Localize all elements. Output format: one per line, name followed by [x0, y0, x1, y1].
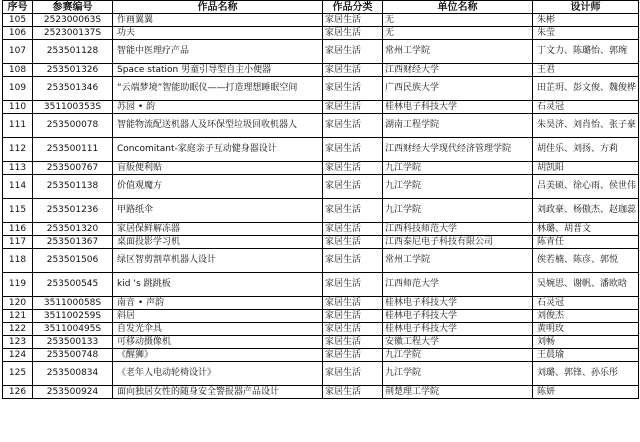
row-number-text: 116 — [8, 223, 27, 234]
cell-unit-name — [383, 310, 533, 323]
cell-category — [323, 27, 383, 40]
unit-name-text: 广西民族大学 — [385, 83, 440, 93]
cell-row-number — [3, 77, 33, 101]
category-text: 家居生活 — [325, 223, 362, 234]
work-name-text: 面向独居女性的随身安全警报器产品设计 — [117, 386, 280, 397]
cell-designer — [533, 101, 639, 114]
cell-entry-id — [33, 323, 113, 336]
cell-unit-name — [383, 175, 533, 199]
cell-designer — [533, 323, 639, 336]
cell-category — [323, 249, 383, 273]
category-text: 家居生活 — [325, 27, 362, 38]
work-name-text: kid ‘s 跳跳板 — [117, 279, 171, 289]
cell-entry-id — [33, 27, 113, 40]
cell-row-number — [3, 236, 33, 249]
designer-text: 丁文力、陈璐怡、郭琬 — [537, 46, 628, 56]
cell-category — [323, 223, 383, 236]
entry-id-text: 253501346 — [46, 83, 99, 93]
unit-name-text: 桂林电子科技大学 — [385, 297, 458, 308]
cell-row-number — [3, 114, 33, 138]
cell-row-number — [3, 175, 33, 199]
entry-id-text: 253501128 — [46, 46, 99, 56]
entry-id-text: 253500545 — [46, 279, 99, 289]
entry-id-text: 351100353S — [43, 101, 102, 112]
unit-name-text: 无 — [385, 14, 395, 25]
category-text: 家居生活 — [325, 64, 362, 75]
row-number-text: 115 — [8, 205, 27, 215]
row-number-text: 123 — [8, 336, 27, 347]
designer-text: 王晨瑜 — [537, 349, 565, 360]
cell-designer — [533, 386, 639, 399]
designer-text: 吕美硕、徐心雨、侯世伟 — [537, 181, 637, 191]
cell-row-number — [3, 249, 33, 273]
cell-row-number — [3, 101, 33, 114]
designer-text: 陈青任 — [537, 236, 565, 247]
unit-name-text: 九江学院 — [385, 181, 422, 191]
cell-category — [323, 310, 383, 323]
cell-unit-name — [383, 236, 533, 249]
cell-work-name — [113, 236, 323, 249]
row-number-text: 119 — [8, 279, 27, 289]
cell-entry-id — [33, 175, 113, 199]
row-number-text: 107 — [8, 46, 27, 56]
cell-unit-name — [383, 14, 533, 27]
cell-work-name — [113, 40, 323, 64]
designer-text: 黄明玫 — [537, 323, 565, 334]
cell-designer — [533, 297, 639, 310]
cell-work-name — [113, 349, 323, 362]
cell-row-number — [3, 273, 33, 297]
cell-designer — [533, 77, 639, 101]
cell-entry-id — [33, 223, 113, 236]
cell-row-number — [3, 40, 33, 64]
cell-unit-name — [383, 40, 533, 64]
cell-entry-id — [33, 40, 113, 64]
row-number-text: 121 — [8, 310, 27, 321]
designer-text: 胡佳乐、刘扬、方莉 — [537, 144, 619, 154]
work-name-text: 作画翼翼 — [117, 14, 154, 25]
row-number-text: 114 — [8, 181, 27, 191]
row-number-text: 126 — [8, 386, 27, 397]
work-name-text: 苏园 • 韵 — [117, 101, 156, 112]
designer-text: 朱莹 — [537, 27, 556, 38]
work-name-text: 功夫 — [117, 27, 136, 38]
cell-category — [323, 77, 383, 101]
cell-work-name — [113, 114, 323, 138]
designer-text: 刘俊杰 — [537, 310, 565, 321]
cell-category — [323, 362, 383, 386]
table-row — [3, 77, 639, 101]
cell-designer — [533, 14, 639, 27]
cell-designer — [533, 162, 639, 175]
cell-entry-id — [33, 386, 113, 399]
unit-name-text: 安徽工程大学 — [385, 336, 440, 347]
table-row — [3, 386, 639, 399]
cell-unit-name — [383, 336, 533, 349]
cell-designer — [533, 310, 639, 323]
cell-entry-id — [33, 14, 113, 27]
category-text: 家居生活 — [325, 162, 362, 173]
entries-table — [2, 0, 639, 399]
unit-name-text: 常州工学院 — [385, 46, 431, 56]
row-number-text: 110 — [8, 101, 27, 112]
unit-name-text: 桂林电子科技大学 — [385, 323, 458, 334]
category-text: 家居生活 — [325, 310, 362, 321]
table-row — [3, 14, 639, 27]
work-name-text: 自发光伞具 — [117, 323, 163, 334]
cell-row-number — [3, 297, 33, 310]
cell-designer — [533, 199, 639, 223]
work-name-text: 盲版便利贴 — [117, 162, 163, 173]
cell-row-number — [3, 323, 33, 336]
entry-id-text: 253501506 — [46, 255, 99, 265]
row-number-text: 125 — [8, 368, 27, 378]
cell-work-name — [113, 138, 323, 162]
cell-row-number — [3, 162, 33, 175]
category-text: 家居生活 — [325, 386, 362, 397]
cell-entry-id — [33, 297, 113, 310]
category-text: 家居生活 — [325, 349, 362, 360]
table-row — [3, 114, 639, 138]
entry-id-text: 351100259S — [43, 310, 102, 321]
row-number-text: 108 — [8, 64, 27, 75]
table-row — [3, 297, 639, 310]
designer-text: 刘政豪、杨傲杰、赵珈蕊 — [537, 205, 637, 215]
cell-entry-id — [33, 138, 113, 162]
cell-category — [323, 175, 383, 199]
cell-category — [323, 64, 383, 77]
unit-name-text: 江西师范大学 — [385, 279, 440, 289]
category-text: 家居生活 — [325, 144, 362, 154]
cell-entry-id — [33, 101, 113, 114]
category-text: 家居生活 — [325, 368, 362, 378]
table-row — [3, 362, 639, 386]
cell-category — [323, 162, 383, 175]
designer-text: 田芷玥、彭文俊、魏俊桦 — [537, 83, 637, 93]
cell-work-name — [113, 336, 323, 349]
cell-work-name — [113, 27, 323, 40]
cell-work-name — [113, 323, 323, 336]
designer-text: 刘璐、郭锋、孙乐彤 — [537, 368, 619, 378]
work-name-text: 可移动摄像机 — [117, 336, 172, 347]
category-text: 家居生活 — [325, 297, 362, 308]
cell-row-number — [3, 138, 33, 162]
unit-name-text: 江西财经大学现代经济管理学院 — [385, 144, 512, 154]
header-no: 序号 — [3, 1, 33, 14]
entry-id-text: 253501326 — [46, 64, 99, 75]
entry-id-text: 253500924 — [46, 386, 99, 397]
cell-entry-id — [33, 199, 113, 223]
cell-designer — [533, 249, 639, 273]
unit-name-text: 常州工学院 — [385, 255, 431, 265]
cell-row-number — [3, 14, 33, 27]
designer-text: 吴婉思、谢帆、潘欧晗 — [537, 279, 628, 289]
row-number-text: 113 — [8, 162, 27, 173]
cell-row-number — [3, 336, 33, 349]
category-text: 家居生活 — [325, 101, 362, 112]
entry-id-text: 253501367 — [46, 236, 99, 247]
entry-id-text: 253500767 — [46, 162, 99, 173]
designer-text: 石灵冠 — [537, 297, 565, 308]
unit-name-text: 无 — [385, 27, 395, 38]
cell-work-name — [113, 386, 323, 399]
cell-category — [323, 101, 383, 114]
entry-id-text: 252300137S — [43, 27, 102, 38]
header-entry-id: 参赛编号 — [33, 1, 113, 14]
cell-work-name — [113, 362, 323, 386]
cell-designer — [533, 27, 639, 40]
cell-unit-name — [383, 386, 533, 399]
table-row — [3, 323, 639, 336]
cell-entry-id — [33, 349, 113, 362]
cell-entry-id — [33, 77, 113, 101]
work-name-text: 斜居 — [117, 310, 136, 321]
cell-designer — [533, 362, 639, 386]
cell-designer — [533, 236, 639, 249]
table-row — [3, 175, 639, 199]
cell-designer — [533, 138, 639, 162]
cell-row-number — [3, 199, 33, 223]
category-text: 家居生活 — [325, 279, 362, 289]
cell-entry-id — [33, 310, 113, 323]
designer-text: 王君 — [537, 64, 556, 75]
cell-unit-name — [383, 138, 533, 162]
cell-work-name — [113, 175, 323, 199]
cell-unit-name — [383, 362, 533, 386]
cell-row-number — [3, 27, 33, 40]
table-row — [3, 223, 639, 236]
cell-unit-name — [383, 27, 533, 40]
cell-row-number — [3, 349, 33, 362]
cell-unit-name — [383, 273, 533, 297]
cell-entry-id — [33, 249, 113, 273]
cell-work-name — [113, 199, 323, 223]
table-row — [3, 249, 639, 273]
cell-row-number — [3, 223, 33, 236]
cell-entry-id — [33, 64, 113, 77]
designer-text: 林璐、胡晋文 — [537, 223, 592, 234]
unit-name-text: 江西泰尼电子科技有限公司 — [385, 236, 494, 247]
cell-category — [323, 349, 383, 362]
cell-category — [323, 323, 383, 336]
cell-entry-id — [33, 273, 113, 297]
cell-designer — [533, 64, 639, 77]
unit-name-text: 九江学院 — [385, 349, 422, 360]
cell-unit-name — [383, 101, 533, 114]
unit-name-text: 桂林电子科技大学 — [385, 101, 458, 112]
unit-name-text: 江西科技师范大学 — [385, 223, 458, 234]
header-row — [3, 1, 639, 14]
cell-designer — [533, 349, 639, 362]
cell-unit-name — [383, 199, 533, 223]
designer-text: 胡凯阳 — [537, 162, 565, 173]
cell-row-number — [3, 310, 33, 323]
unit-name-text: 九江学院 — [385, 205, 422, 215]
entry-id-text: 253500111 — [46, 144, 99, 154]
unit-name-text: 桂林电子科技大学 — [385, 310, 458, 321]
cell-unit-name — [383, 349, 533, 362]
header-category: 作品分类 — [323, 1, 383, 14]
unit-name-text: 湖南工程学院 — [385, 120, 440, 130]
cell-work-name — [113, 273, 323, 297]
table-row — [3, 162, 639, 175]
row-number-text: 109 — [8, 83, 27, 93]
category-text: 家居生活 — [325, 255, 362, 265]
header-designer: 设计师 — [533, 1, 639, 14]
designer-text: 陈妍 — [537, 386, 556, 397]
category-text: 家居生活 — [325, 181, 362, 191]
table-row — [3, 273, 639, 297]
row-number-text: 105 — [8, 14, 27, 25]
cell-work-name — [113, 101, 323, 114]
table-row — [3, 27, 639, 40]
work-name-text: Space station 男童引导型自主小便器 — [117, 64, 272, 75]
entry-id-text: 253500133 — [46, 336, 99, 347]
cell-category — [323, 297, 383, 310]
cell-category — [323, 138, 383, 162]
unit-name-text: 江西财经大学 — [385, 64, 440, 75]
entry-id-text: 253500078 — [46, 120, 99, 130]
work-name-text: 南音 • 声韵 — [117, 297, 165, 308]
row-number-text: 120 — [8, 297, 27, 308]
category-text: 家居生活 — [325, 14, 362, 25]
cell-designer — [533, 273, 639, 297]
unit-name-text: 九江学院 — [385, 368, 422, 378]
cell-work-name — [113, 249, 323, 273]
work-name-text: “云端梦境”智能助眠仪——打造理想睡眠空间 — [117, 83, 298, 93]
header-work-name: 作品名称 — [113, 1, 323, 14]
cell-work-name — [113, 77, 323, 101]
cell-designer — [533, 40, 639, 64]
cell-work-name — [113, 64, 323, 77]
row-number-text: 112 — [8, 144, 27, 154]
table-row — [3, 40, 639, 64]
cell-unit-name — [383, 323, 533, 336]
cell-designer — [533, 223, 639, 236]
table-row — [3, 236, 639, 249]
cell-entry-id — [33, 336, 113, 349]
cell-work-name — [113, 162, 323, 175]
cell-designer — [533, 336, 639, 349]
cell-unit-name — [383, 249, 533, 273]
cell-entry-id — [33, 236, 113, 249]
table-row — [3, 199, 639, 223]
cell-work-name — [113, 14, 323, 27]
work-name-text: 智能中医理疗产品 — [117, 46, 190, 56]
cell-entry-id — [33, 114, 113, 138]
row-number-text: 124 — [8, 349, 27, 360]
row-number-text: 106 — [8, 27, 27, 38]
cell-unit-name — [383, 223, 533, 236]
table-row — [3, 310, 639, 323]
work-name-text: 《醒狮》 — [117, 349, 154, 360]
cell-category — [323, 114, 383, 138]
cell-category — [323, 199, 383, 223]
table-row — [3, 336, 639, 349]
cell-work-name — [113, 223, 323, 236]
designer-text: 刘畅 — [537, 336, 556, 347]
entry-id-text: 253500834 — [46, 368, 99, 378]
cell-unit-name — [383, 64, 533, 77]
entry-id-text: 253500748 — [46, 349, 99, 360]
cell-category — [323, 336, 383, 349]
work-name-text: 价值观魔方 — [117, 181, 163, 191]
category-text: 家居生活 — [325, 205, 362, 215]
entry-id-text: 351100495S — [43, 323, 102, 334]
work-name-text: 甲路纸伞 — [117, 205, 154, 215]
cell-category — [323, 386, 383, 399]
cell-unit-name — [383, 297, 533, 310]
work-name-text: 《老年人电动轮椅设计》 — [117, 368, 217, 378]
designer-text: 朱彬 — [537, 14, 556, 25]
table-row — [3, 64, 639, 77]
cell-work-name — [113, 310, 323, 323]
work-name-text: Concomitant-家庭亲子互动健身器设计 — [117, 144, 277, 154]
category-text: 家居生活 — [325, 236, 362, 247]
cell-designer — [533, 175, 639, 199]
category-text: 家居生活 — [325, 323, 362, 334]
cell-category — [323, 40, 383, 64]
cell-entry-id — [33, 162, 113, 175]
designer-text: 石灵冠 — [537, 101, 565, 112]
cell-row-number — [3, 386, 33, 399]
cell-designer — [533, 114, 639, 138]
entry-id-text: 253501138 — [46, 181, 99, 191]
unit-name-text: 荆楚理工学院 — [385, 386, 440, 397]
entry-id-text: 252300063S — [43, 14, 102, 25]
cell-unit-name — [383, 77, 533, 101]
designer-text: 朱昊济、刘肖怡、张子豪 — [537, 120, 637, 130]
work-name-text: 家居保鲜解冻器 — [117, 223, 181, 234]
row-number-text: 122 — [8, 323, 27, 334]
category-text: 家居生活 — [325, 336, 362, 347]
row-number-text: 117 — [8, 236, 27, 247]
cell-row-number — [3, 362, 33, 386]
header-unit: 单位名称 — [383, 1, 533, 14]
work-name-text: 桌面投影学习机 — [117, 236, 181, 247]
cell-category — [323, 14, 383, 27]
cell-work-name — [113, 297, 323, 310]
cell-unit-name — [383, 162, 533, 175]
category-text: 家居生活 — [325, 120, 362, 130]
entry-id-text: 351100058S — [43, 297, 102, 308]
row-number-text: 111 — [8, 120, 27, 130]
table-row — [3, 101, 639, 114]
entry-id-text: 253501236 — [46, 205, 99, 215]
category-text: 家居生活 — [325, 46, 362, 56]
category-text: 家居生活 — [325, 83, 362, 93]
table-body — [3, 14, 639, 399]
unit-name-text: 九江学院 — [385, 162, 422, 173]
cell-unit-name — [383, 114, 533, 138]
work-name-text: 智能物流配送机器人及环保型垃圾回收机器人 — [117, 120, 298, 130]
work-name-text: 绿区智剪割草机器人设计 — [117, 255, 217, 265]
row-number-text: 118 — [8, 255, 27, 265]
cell-category — [323, 236, 383, 249]
designer-text: 俟若楠、陈彦、郭悦 — [537, 255, 619, 265]
cell-row-number — [3, 64, 33, 77]
table-row — [3, 138, 639, 162]
cell-category — [323, 273, 383, 297]
cell-entry-id — [33, 362, 113, 386]
entry-id-text: 253501320 — [46, 223, 99, 234]
table-row — [3, 349, 639, 362]
